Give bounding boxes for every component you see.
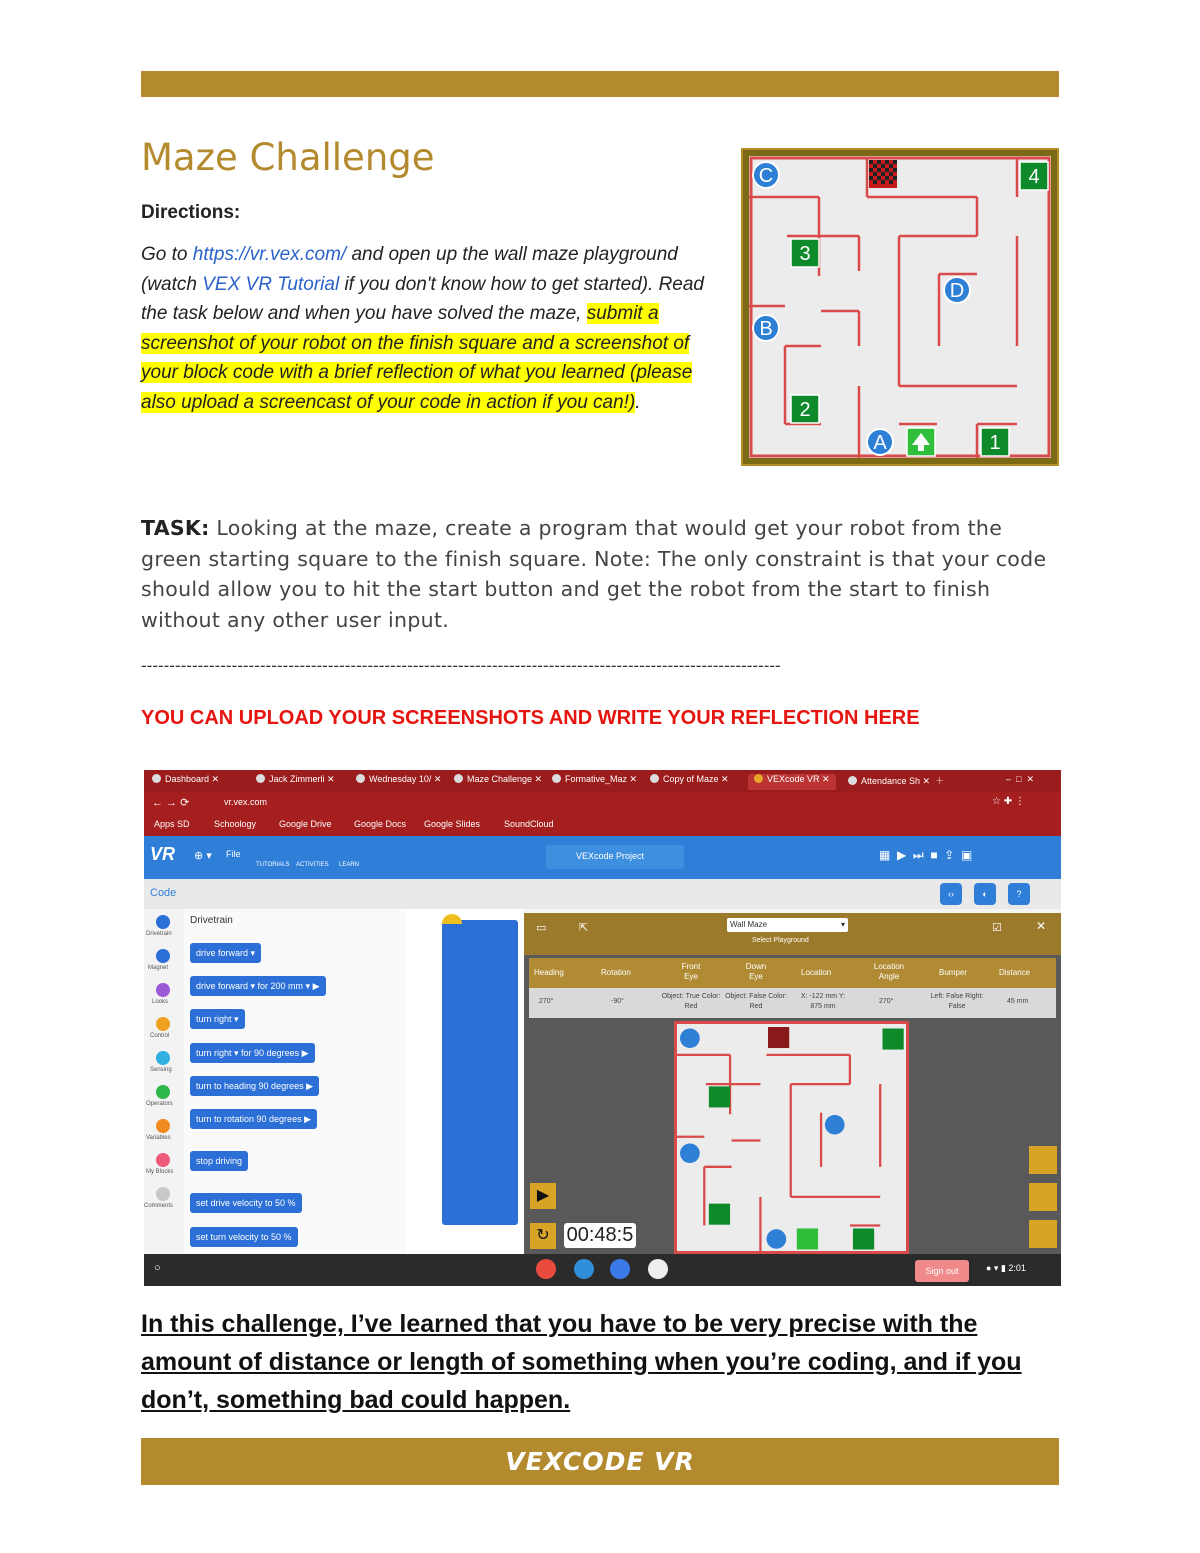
category-label[interactable]: Magnet <box>148 965 169 971</box>
launcher-icon[interactable]: ○ <box>154 1262 161 1274</box>
maze-label-d: D <box>949 280 965 302</box>
maze-image <box>743 150 1057 464</box>
maze-label-a: A <box>873 432 887 454</box>
highlighted-instructions: submit a screenshot of your robot on the finish square and a screenshot of your block code with a brief reflection of what you learned (please also upload a screencast of your code in action if you can!) <box>141 303 693 413</box>
timer: 00:48:5 <box>564 1223 636 1248</box>
help-icon[interactable]: ? <box>1008 883 1030 905</box>
camera-follow-icon[interactable] <box>1029 1220 1057 1248</box>
camera-icon[interactable] <box>648 1259 668 1279</box>
code-block[interactable]: set drive velocity to 50 % <box>190 1193 302 1213</box>
window-controls[interactable]: – □ ✕ <box>1006 774 1034 784</box>
browser-tab-active[interactable]: VEXcode VR ✕ <box>748 774 836 790</box>
code-view-icon[interactable]: ‹› <box>940 883 962 905</box>
category-label[interactable]: Sensing <box>150 1067 172 1073</box>
browser-tab[interactable]: Wednesday 10/ ✕ <box>356 774 441 790</box>
dashboard-icon[interactable]: ◐ <box>974 883 996 905</box>
bookmark[interactable]: Google Drive <box>279 819 332 829</box>
playground-header <box>524 913 1061 955</box>
maze-label-2: 2 <box>799 399 811 421</box>
activities-icon[interactable]: ☑ <box>992 922 1002 934</box>
vexcode-vr-logo: VEXCODE VR <box>505 1447 695 1476</box>
code-block[interactable]: set turn velocity to 50 % <box>190 1227 298 1247</box>
camera-side-icon[interactable] <box>1029 1183 1057 1211</box>
dashed-divider: ----------------------------------------------------------------------------------------------------------------- <box>141 656 781 675</box>
playground-caption: Select Playground <box>752 937 809 944</box>
browser-tab[interactable]: Jack Zimmerli ✕ <box>256 774 335 790</box>
block-categories <box>144 909 184 1254</box>
code-tab-bar <box>144 879 1061 909</box>
reflection-text: In this challenge, I’ve learned that you have to be very precise with the amount of distance or length of something when you’re coding, and if you don’t, something bad could happen. <box>141 1310 1022 1414</box>
sign-out-button[interactable]: Sign out <box>915 1260 969 1282</box>
status-tray[interactable]: ● ▾ ▮ 2:01 <box>986 1263 1026 1273</box>
browser-tab[interactable]: Attendance Sh ✕ ＋ <box>848 774 944 790</box>
directions-label: Directions: <box>141 202 241 223</box>
task-text: Looking at the maze, create a program that would get your robot from the green starting square to the finish square. Note: The only constraint is that your code should allow you to hit the start button and get the robot from the start to finish without any other user input. <box>141 516 1047 632</box>
block-palette <box>184 909 406 1254</box>
reset-button[interactable]: ↻ <box>530 1223 556 1249</box>
footer-bar <box>141 1438 1059 1485</box>
address-bar[interactable] <box>144 792 1061 814</box>
file-menu[interactable]: File <box>226 849 241 859</box>
browser-tab[interactable]: Copy of Maze ✕ <box>650 774 729 790</box>
browser-tab[interactable]: Formative_Maz ✕ <box>552 774 637 790</box>
code-block[interactable]: turn right ▾ <box>190 1009 245 1029</box>
code-tab[interactable]: Code <box>150 887 177 899</box>
code-block[interactable]: turn to rotation 90 degrees ▶ <box>190 1109 317 1129</box>
maze-label-4: 4 <box>1028 166 1040 188</box>
palette-heading: Drivetrain <box>190 915 233 926</box>
app-icon[interactable] <box>574 1259 594 1279</box>
vr-logo: VR <box>150 844 176 864</box>
category-label[interactable]: Variables <box>146 1135 171 1141</box>
run-controls-icon[interactable]: ▦ ▶ ⏭ ■ ⇪ ▣ <box>879 848 973 862</box>
activities-button[interactable]: ACTIVITIES <box>296 862 329 868</box>
url-text[interactable]: vr.vex.com <box>224 797 268 807</box>
upload-heading: YOU CAN UPLOAD YOUR SCREENSHOTS AND WRITE YOUR REFLECTION HERE <box>141 707 920 729</box>
close-icon[interactable]: ✕ <box>1036 919 1047 933</box>
bookmark[interactable]: Google Docs <box>354 819 407 829</box>
playground-maze <box>674 1021 909 1254</box>
program-stack[interactable] <box>442 920 518 1225</box>
bookmarks-bar <box>144 814 1061 836</box>
tutorials-button[interactable]: TUTORIALS <box>256 862 290 868</box>
chrome-icon[interactable] <box>536 1259 556 1279</box>
code-block[interactable]: turn to heading 90 degrees ▶ <box>190 1076 319 1096</box>
camera-top-icon[interactable] <box>1029 1146 1057 1174</box>
tutorial-link[interactable]: VEX VR Tutorial <box>202 273 340 295</box>
bookmark[interactable]: Apps SD <box>154 819 190 829</box>
playground-panel <box>524 913 1061 1254</box>
maze-label-c: C <box>758 165 774 187</box>
play-button[interactable]: ▶ <box>530 1183 556 1209</box>
category-label[interactable]: Looks <box>152 999 169 1005</box>
directions-text: Go to https://vr.vex.com/ and open up the wall maze playground (watch VEX VR Tutorial if you don't know how to get started). Read the task below and when you have solved the maze, submit a screenshot of your robot on the finish square and a screenshot of your block code with a brief reflection of what you learned (please also upload a screencast of your code in action if you can!). <box>141 244 705 413</box>
category-label[interactable]: Operators <box>146 1101 173 1107</box>
drawer-icon[interactable]: ▭ <box>536 922 547 934</box>
task-paragraph <box>141 513 1059 635</box>
category-label[interactable]: My Blocks <box>146 1169 174 1175</box>
code-block[interactable]: drive forward ▾ for 200 mm ▾ ▶ <box>190 976 326 996</box>
browser-tab[interactable]: Dashboard ✕ <box>152 774 219 790</box>
header-bar <box>141 71 1059 97</box>
browser-tab[interactable]: Maze Challenge ✕ <box>454 774 542 790</box>
nav-arrows-icon[interactable]: ← → ⟳ <box>152 797 190 809</box>
finish-square <box>869 160 897 188</box>
learn-button[interactable]: LEARN <box>339 862 360 868</box>
bookmark[interactable]: SoundCloud <box>504 819 554 829</box>
code-block[interactable]: stop driving <box>190 1151 248 1171</box>
project-name-field[interactable]: VEXcode Project <box>546 845 684 869</box>
hide-icon[interactable]: ⇱ <box>579 922 589 934</box>
maze-label-3: 3 <box>799 243 811 265</box>
vexcode-toolbar <box>144 836 1061 879</box>
globe-icon[interactable]: ⊕ ▾ <box>194 850 212 862</box>
playground-select[interactable]: Wall Maze ▾ <box>727 918 848 932</box>
zoom-icon[interactable] <box>610 1259 630 1279</box>
task-label: TASK: <box>141 516 210 540</box>
sensor-table: Heading Rotation Front Eye Down Eye Location Location Angle Bumper Distance 270° -90° Object: True Color: Red Object: False Color: Red X: -122 mm Y: 875 mm 270° Left: False Right: False 45 mm <box>529 958 1056 1018</box>
category-label[interactable]: Control <box>150 1033 170 1039</box>
extensions-icon[interactable]: ☆ ✚ ⋮ <box>992 796 1025 807</box>
vex-link[interactable]: https://vr.vex.com/ <box>192 244 347 265</box>
maze-label-b: B <box>759 318 773 340</box>
category-label[interactable]: Drivetrain <box>146 931 172 937</box>
code-block[interactable]: drive forward ▾ <box>190 943 261 963</box>
vexcode-screenshot <box>144 770 1061 1286</box>
page-title: Maze Challenge <box>141 136 435 179</box>
maze-label-1: 1 <box>989 432 1001 454</box>
browser-tab-bar <box>144 770 1061 792</box>
code-block[interactable]: turn right ▾ for 90 degrees ▶ <box>190 1043 315 1063</box>
category-label[interactable]: Comments <box>144 1203 174 1209</box>
bookmark[interactable]: Schoology <box>214 819 257 829</box>
bookmark[interactable]: Google Slides <box>424 819 481 829</box>
